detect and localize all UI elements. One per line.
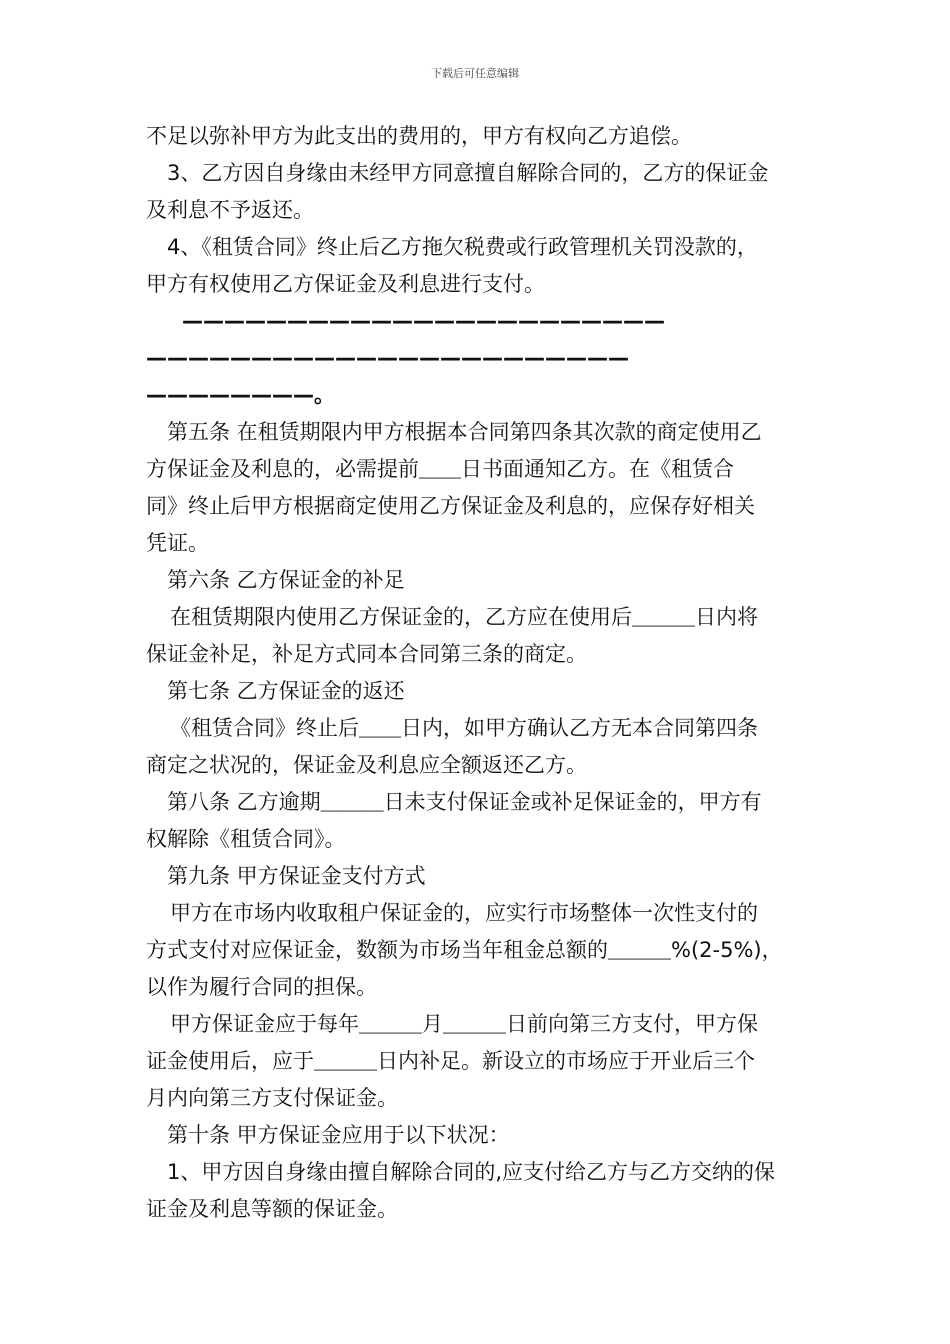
text-line: 凭证。 (146, 531, 209, 555)
clause-item-4: 4、《租赁合同》终止后乙方拖欠税费或行政管理机关罚没款的， (167, 235, 758, 259)
text-line: 不足以弥补甲方为此支出的费用的，甲方有权向乙方追偿。 (146, 124, 692, 148)
text-line: 保证金补足，补足方式同本合同第三条的商定。 (146, 642, 587, 666)
text-line: 商定之状况的，保证金及利息应全额返还乙方。 (146, 753, 587, 777)
text-line: 甲方在市场内收取租户保证金的，应实行市场整体一次性支付的 (170, 901, 758, 925)
article-6-heading: 第六条 乙方保证金的补足 (167, 568, 405, 592)
text-line: 月内向第三方支付保证金。 (146, 1086, 398, 1110)
text-line: 及利息不予返还。 (146, 198, 314, 222)
text-line: 甲方有权使用乙方保证金及利息进行支付。 (146, 272, 545, 296)
text-line: 《租赁合同》终止后＿＿日内，如甲方确认乙方无本合同第四条 (170, 716, 758, 740)
text-line: 在租赁期限内使用乙方保证金的，乙方应在使用后＿＿＿日内将 (170, 605, 758, 629)
article-9-heading: 第九条 甲方保证金支付方式 (167, 864, 426, 888)
text-line: 甲方保证金应于每年＿＿＿月＿＿＿日前向第三方支付，甲方保 (170, 1012, 758, 1036)
article-7-heading: 第七条 乙方保证金的返还 (167, 679, 405, 703)
text-line: 同》终止后甲方根据商定使用乙方保证金及利息的，应保存好相关 (146, 494, 755, 518)
clause-item-3: 3、乙方因自身缘由未经甲方同意擅自解除合同的，乙方的保证金 (167, 161, 769, 185)
document-body (146, 118, 810, 1228)
text-line: 证金使用后，应于＿＿＿日内补足。新设立的市场应于开业后三个 (146, 1049, 755, 1073)
page-header: 下载后可任意编辑 (431, 67, 519, 80)
text-line: 以作为履行合同的担保。 (146, 975, 377, 999)
article-5: 第五条 在租赁期限内甲方根据本合同第四条其次款的商定使用乙 (167, 420, 762, 444)
text-line: 权解除《租赁合同》。 (146, 827, 346, 851)
blank-fill-line: ——————————————————————— (146, 346, 629, 370)
text-line: 方式支付对应保证金，数额为市场当年租金总额的＿＿＿%(2-5%)， (146, 938, 783, 962)
text-line: 证金及利息等额的保证金。 (146, 1197, 398, 1221)
article-10-heading: 第十条 甲方保证金应用于以下状况： (167, 1123, 510, 1147)
text-line: 方保证金及利息的，必需提前＿＿日书面通知乙方。在《租赁合 (146, 457, 734, 481)
blank-fill-line: ——————————————————————— (182, 309, 665, 333)
blank-fill-line: ————————。 (146, 383, 335, 407)
clause-item-1: 1、甲方因自身缘由擅自解除合同的,应支付给乙方与乙方交纳的保 (167, 1160, 776, 1184)
article-8: 第八条 乙方逾期＿＿＿日未支付保证金或补足保证金的，甲方有 (167, 790, 762, 814)
